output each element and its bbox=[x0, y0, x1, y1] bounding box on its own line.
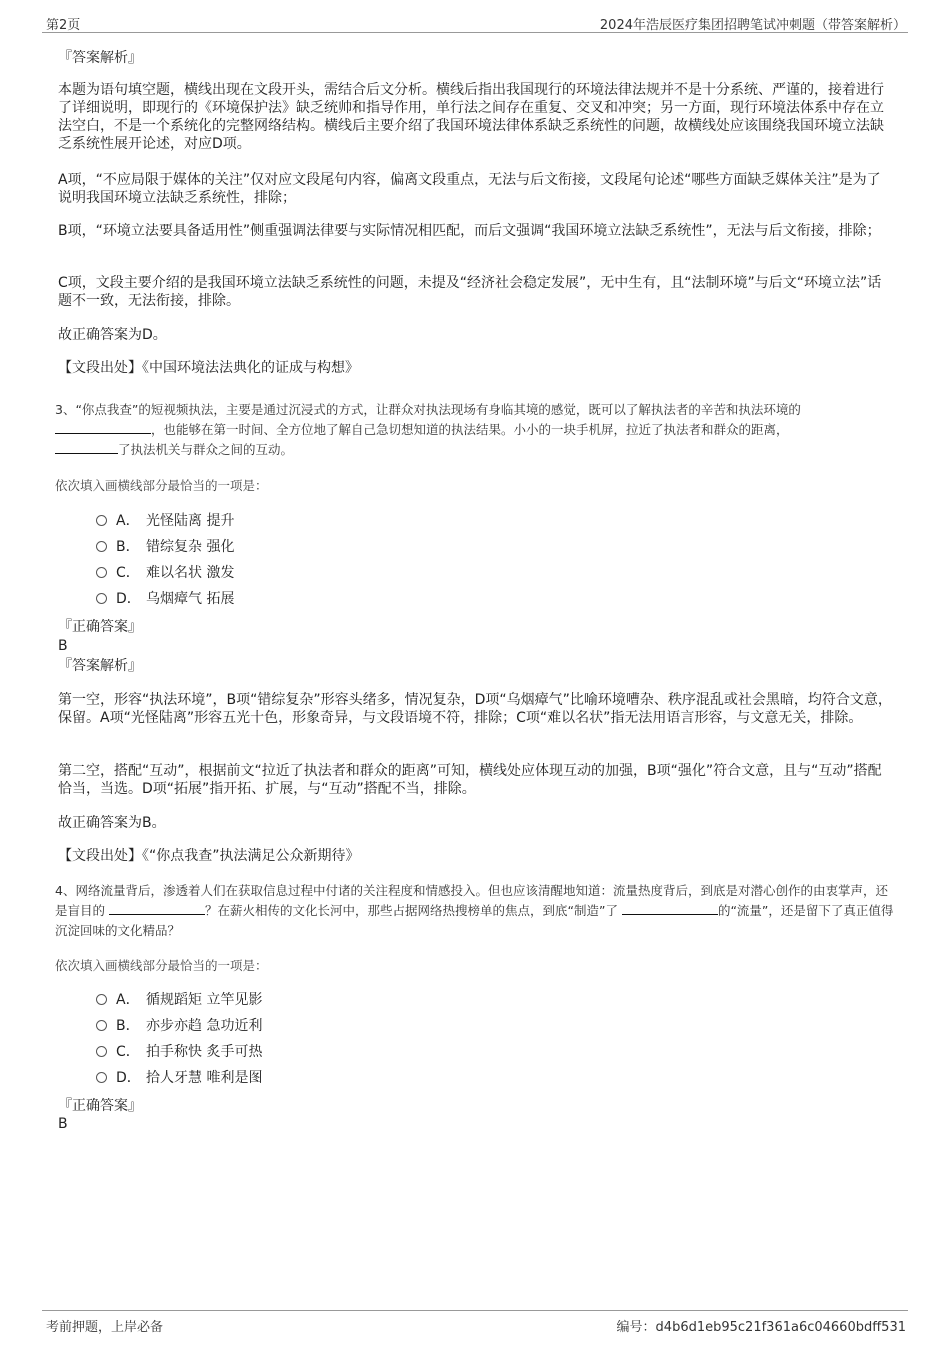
q3-analysis-para1 bbox=[58, 691, 894, 727]
code-label: 编号： bbox=[616, 1320, 656, 1335]
radio-icon[interactable] bbox=[96, 567, 107, 578]
q3-stem bbox=[55, 400, 898, 460]
paragraph: 【文段出处】《中国环境法法典化的证成与构想》 bbox=[58, 360, 359, 376]
option-letter: D． bbox=[116, 591, 141, 607]
radio-icon[interactable] bbox=[96, 515, 107, 526]
option-text: 拾人牙慧 唯利是图 bbox=[146, 1070, 263, 1086]
q3-source bbox=[58, 847, 894, 865]
paragraph: 第二空，搭配“互动”，根据前文“拉近了执法者和群众的距离”可知，横线处应体现互动的加强，B项“强化”符合文意，且与“互动”搭配恰当，当选。D项“拓展”指开拓、扩展，与“互动”搭配不当，排除。 bbox=[58, 763, 882, 797]
q3-option-b[interactable] bbox=[96, 537, 234, 557]
q2-analysis-para4 bbox=[58, 274, 894, 310]
option-letter: D． bbox=[116, 1070, 141, 1086]
option-text: 循规蹈矩 立竿见影 bbox=[146, 992, 263, 1008]
q2-analysis-label bbox=[58, 49, 894, 67]
paragraph: 第一空，形容“执法环境”，B项“错综复杂”形容头绪多，情况复杂，D项“乌烟瘴气”比喻环境嘈杂、秩序混乱或社会黑暗，均符合文意，保留。A项“光怪陆离”形容五光十色，形象奇异，与文段语境不符，排除；C项“难以名状”指无法用语言形容，与文意无关，排除。 bbox=[58, 692, 892, 726]
stem-text: 了执法机关与群众之间的互动。 bbox=[118, 442, 294, 457]
radio-icon[interactable] bbox=[96, 593, 107, 604]
page-footer bbox=[42, 1310, 908, 1335]
answer-value: B bbox=[58, 1116, 68, 1132]
q4-option-c[interactable] bbox=[96, 1042, 262, 1062]
analysis-label-text: 『答案解析』 bbox=[58, 658, 142, 674]
q4-prompt: 依次填入画横线部分最恰当的一项是： bbox=[55, 958, 268, 973]
radio-icon[interactable] bbox=[96, 1046, 107, 1057]
document-title: 2024年浩辰医疗集团招聘笔试冲刺题（带答案解析） bbox=[599, 18, 906, 33]
stem-text: 的“流量”，还是留下了真正值得沉淀回味的文化精品？ bbox=[55, 903, 894, 938]
option-text: 亦步亦趋 急功近利 bbox=[146, 1018, 263, 1034]
q2-conclusion bbox=[58, 326, 894, 344]
page-number: 第2页 bbox=[46, 18, 81, 33]
option-letter: A． bbox=[116, 992, 140, 1008]
q3-conclusion bbox=[58, 814, 894, 832]
stem-text: 3、“你点我查”的短视频执法，主要是通过沉浸式的方式，让群众对执法现场有身临其境的感觉，既可以了解执法者的辛苦和执法环境的 bbox=[55, 402, 801, 417]
page-header bbox=[42, 12, 908, 33]
radio-icon[interactable] bbox=[96, 1072, 107, 1083]
q4-answer bbox=[58, 1115, 894, 1133]
q3-option-a[interactable] bbox=[96, 511, 234, 531]
option-letter: C． bbox=[116, 1044, 140, 1060]
option-letter: C． bbox=[116, 565, 140, 581]
option-text: 难以名状 激发 bbox=[146, 565, 235, 581]
q3-analysis-label bbox=[58, 657, 894, 675]
paragraph: 故正确答案为D。 bbox=[58, 327, 167, 343]
option-letter: A． bbox=[116, 513, 140, 529]
paragraph: B项，“环境立法要具备适用性”侧重强调法律要与实际情况相匹配，而后文强调“我国环境立法缺乏系统性”，无法与后文衔接，排除； bbox=[58, 223, 881, 239]
paragraph: 故正确答案为B。 bbox=[58, 815, 166, 831]
answer-label-text: 『正确答案』 bbox=[58, 619, 142, 635]
paragraph: A项，“不应局限于媒体的关注”仅对应文段尾句内容，偏离文段重点，无法与后文衔接，文段尾句论述“哪些方面缺乏媒体关注”是为了说明我国环境立法缺乏系统性，排除； bbox=[58, 172, 881, 206]
q2-analysis-para3 bbox=[58, 222, 894, 240]
option-text: 错综复杂 强化 bbox=[146, 539, 235, 555]
answer-value: B bbox=[58, 638, 68, 654]
answer-blank bbox=[55, 420, 151, 434]
answer-blank bbox=[55, 440, 118, 454]
q3-analysis-para2 bbox=[58, 762, 894, 798]
q3-prompt: 依次填入画横线部分最恰当的一项是： bbox=[55, 478, 268, 493]
answer-blank bbox=[109, 901, 205, 915]
q4-option-b[interactable] bbox=[96, 1016, 262, 1036]
radio-icon[interactable] bbox=[96, 541, 107, 552]
answer-label-text: 『正确答案』 bbox=[58, 1098, 142, 1114]
q4-option-d[interactable] bbox=[96, 1068, 262, 1088]
paragraph: 本题为语句填空题，横线出现在文段开头，需结合后文分析。横线后指出我国现行的环境法律法规并不是十分系统、严谨的，接着进行了详细说明，即现行的《环境保护法》缺乏统帅和指导作用，单行法之间存在重复、交叉和冲突；另一方面，现行环境法体系中存在立法空白，不是一个系统化的完整网络结构。横线后主要介绍了我国环境法律体系缺乏系统性的问题，故横线处应该围绕我国环境立法缺乏系统性展开论述，对应D项。 bbox=[58, 82, 884, 152]
option-letter: B． bbox=[116, 539, 140, 555]
paragraph: 【文段出处】《“你点我查”执法满足公众新期待》 bbox=[58, 848, 360, 864]
paragraph: C项，文段主要介绍的是我国环境立法缺乏系统性的问题，未提及“经济社会稳定发展”，无中生有，且“法制环境”与后文“环境立法”话题不一致，无法衔接，排除。 bbox=[58, 275, 882, 309]
q3-option-c[interactable] bbox=[96, 563, 234, 583]
q2-source bbox=[58, 359, 894, 377]
q3-answer bbox=[58, 637, 894, 655]
q2-analysis-para2 bbox=[58, 171, 894, 207]
option-text: 拍手称快 炙手可热 bbox=[146, 1044, 263, 1060]
q2-analysis-para1 bbox=[58, 81, 894, 153]
option-text: 光怪陆离 提升 bbox=[146, 513, 235, 529]
q4-option-a[interactable] bbox=[96, 990, 262, 1010]
q3-option-d[interactable] bbox=[96, 589, 234, 609]
stem-text: ，也能够在第一时间、全方位地了解自己急切想知道的执法结果。小小的一块手机屏，拉近了执法者和群众的距离， bbox=[151, 422, 789, 437]
stem-text: 4、网络流量背后，渗透着人们在获取信息过程中付诸的关注程度和情感投入。但也应该清醒地知道：流量热度背后，到底是对潜心创作的由衷掌声，还是盲目的 bbox=[55, 883, 888, 918]
stem-text: ？在薪火相传的文化长河中，那些占据网络热搜榜单的焦点，到底“制造”了 bbox=[205, 903, 618, 918]
analysis-label-text: 『答案解析』 bbox=[58, 50, 142, 66]
option-text: 乌烟瘴气 拓展 bbox=[146, 591, 235, 607]
code-value: d4b6d1eb95c21f361a6c04660bdff531 bbox=[655, 1320, 906, 1335]
answer-blank bbox=[622, 901, 718, 915]
option-letter: B． bbox=[116, 1018, 140, 1034]
q4-stem bbox=[55, 881, 898, 941]
footer-slogan: 考前押题，上岸必备 bbox=[46, 1320, 164, 1335]
q3-answer-label bbox=[58, 618, 894, 636]
radio-icon[interactable] bbox=[96, 1020, 107, 1031]
q4-answer-label bbox=[58, 1097, 894, 1115]
radio-icon[interactable] bbox=[96, 994, 107, 1005]
footer-code bbox=[617, 1316, 906, 1335]
